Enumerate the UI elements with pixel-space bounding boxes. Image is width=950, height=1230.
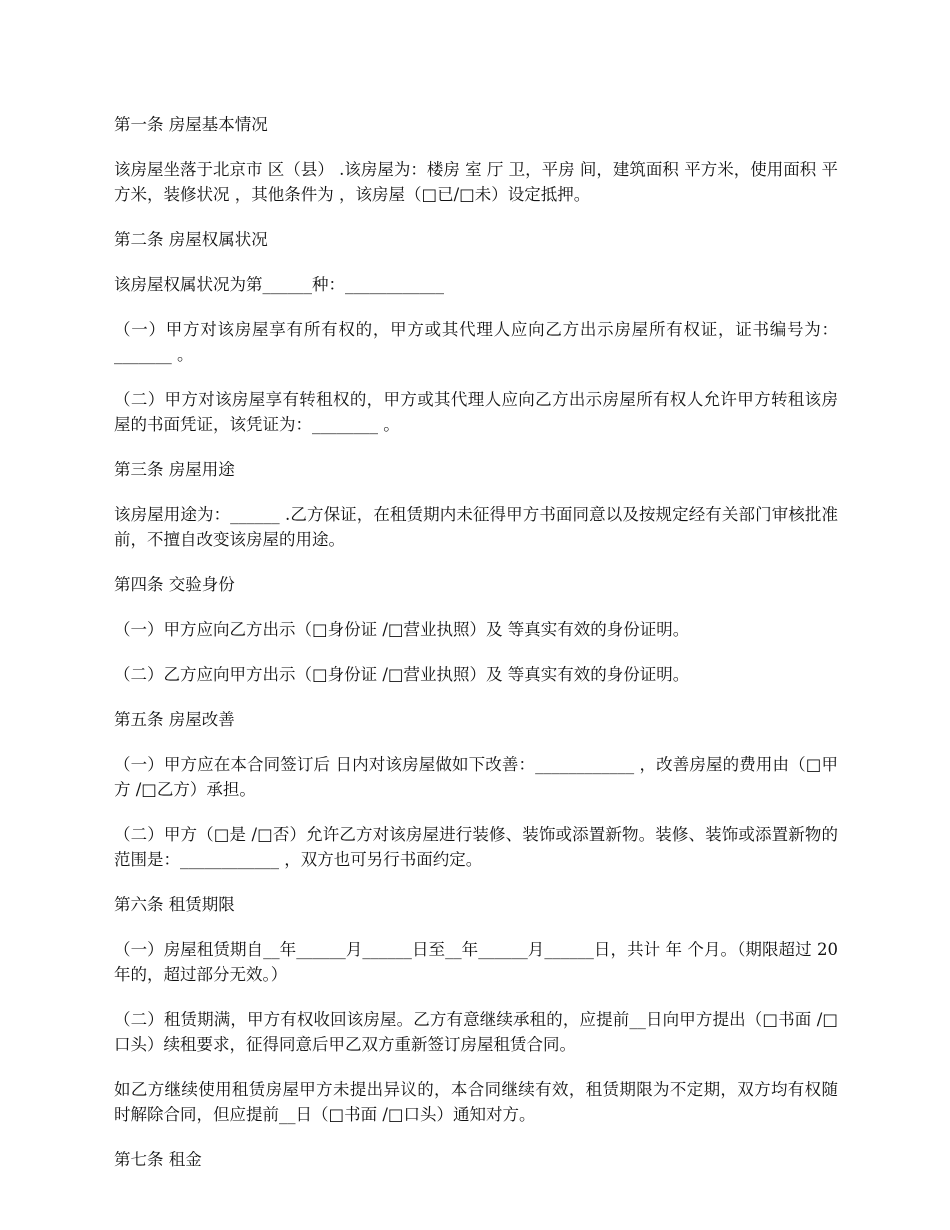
paragraph-improvement-1: （一）甲方应在本合同签订后 日内对该房屋做如下改善：____________ ，改善房屋的费用由（□甲方 /□乙方）承担。 bbox=[114, 755, 838, 799]
paragraph-usage: 该房屋用途为：______ .乙方保证，在租赁期内未征得甲方书面同意以及按规定经有关部门审核批准前，不擅自改变该房屋的用途。 bbox=[114, 505, 838, 549]
paragraph-term-3: 如乙方继续使用租赁房屋甲方未提出异议的，本合同继续有效，租赁期限为不定期，双方均有权随时解除合同，但应提前__日（□书面 /□口头）通知对方。 bbox=[114, 1080, 838, 1124]
paragraph-ownership-1: （一）甲方对该房屋享有所有权的，甲方或其代理人应向乙方出示房屋所有权证，证书编号为：_______ 。 bbox=[114, 320, 838, 364]
paragraph-ownership-2: （二）甲方对该房屋享有转租权的，甲方或其代理人应向乙方出示房屋所有权人允许甲方转租该房屋的书面凭证，该凭证为：________ 。 bbox=[114, 390, 838, 434]
section-heading-2: 第二条 房屋权属状况 bbox=[114, 230, 268, 249]
section-heading-1: 第一条 房屋基本情况 bbox=[114, 115, 268, 134]
paragraph-identity-1: （一）甲方应向乙方出示（□身份证 /□营业执照）及 等真实有效的身份证明。 bbox=[114, 620, 690, 639]
paragraph-ownership-type: 该房屋权属状况为第______种：____________ bbox=[114, 275, 444, 294]
paragraph-improvement-2: （二）甲方（□是 /□否）允许乙方对该房屋进行装修、装饰或添置新物。装修、装饰或添置新物的范围是：____________ ，双方也可另行书面约定。 bbox=[114, 825, 838, 869]
section-heading-4: 第四条 交验身份 bbox=[114, 575, 235, 594]
section-heading-6: 第六条 租赁期限 bbox=[114, 895, 235, 914]
section-heading-7: 第七条 租金 bbox=[114, 1150, 202, 1169]
document-body bbox=[114, 112, 844, 1192]
paragraph-term-2: （二）租赁期满，甲方有权收回该房屋。乙方有意继续承租的，应提前__日向甲方提出（□书面 /□口头）续租要求，征得同意后甲乙双方重新签订房屋租赁合同。 bbox=[114, 1010, 838, 1054]
paragraph-identity-2: （二）乙方应向甲方出示（□身份证 /□营业执照）及 等真实有效的身份证明。 bbox=[114, 665, 690, 684]
paragraph-house-location: 该房屋坐落于北京市 区（县） .该房屋为：楼房 室 厅 卫，平房 间，建筑面积 平方米，使用面积 平方米，装修状况 ，其他条件为 ，该房屋（□已/□未）设定抵押。 bbox=[114, 160, 838, 204]
section-heading-3: 第三条 房屋用途 bbox=[114, 460, 235, 479]
paragraph-term-1: （一）房屋租赁期自__年______月______日至__年______月______日，共计 年 个月。（期限超过 20 年的，超过部分无效。） bbox=[114, 940, 844, 984]
section-heading-5: 第五条 房屋改善 bbox=[114, 710, 235, 729]
